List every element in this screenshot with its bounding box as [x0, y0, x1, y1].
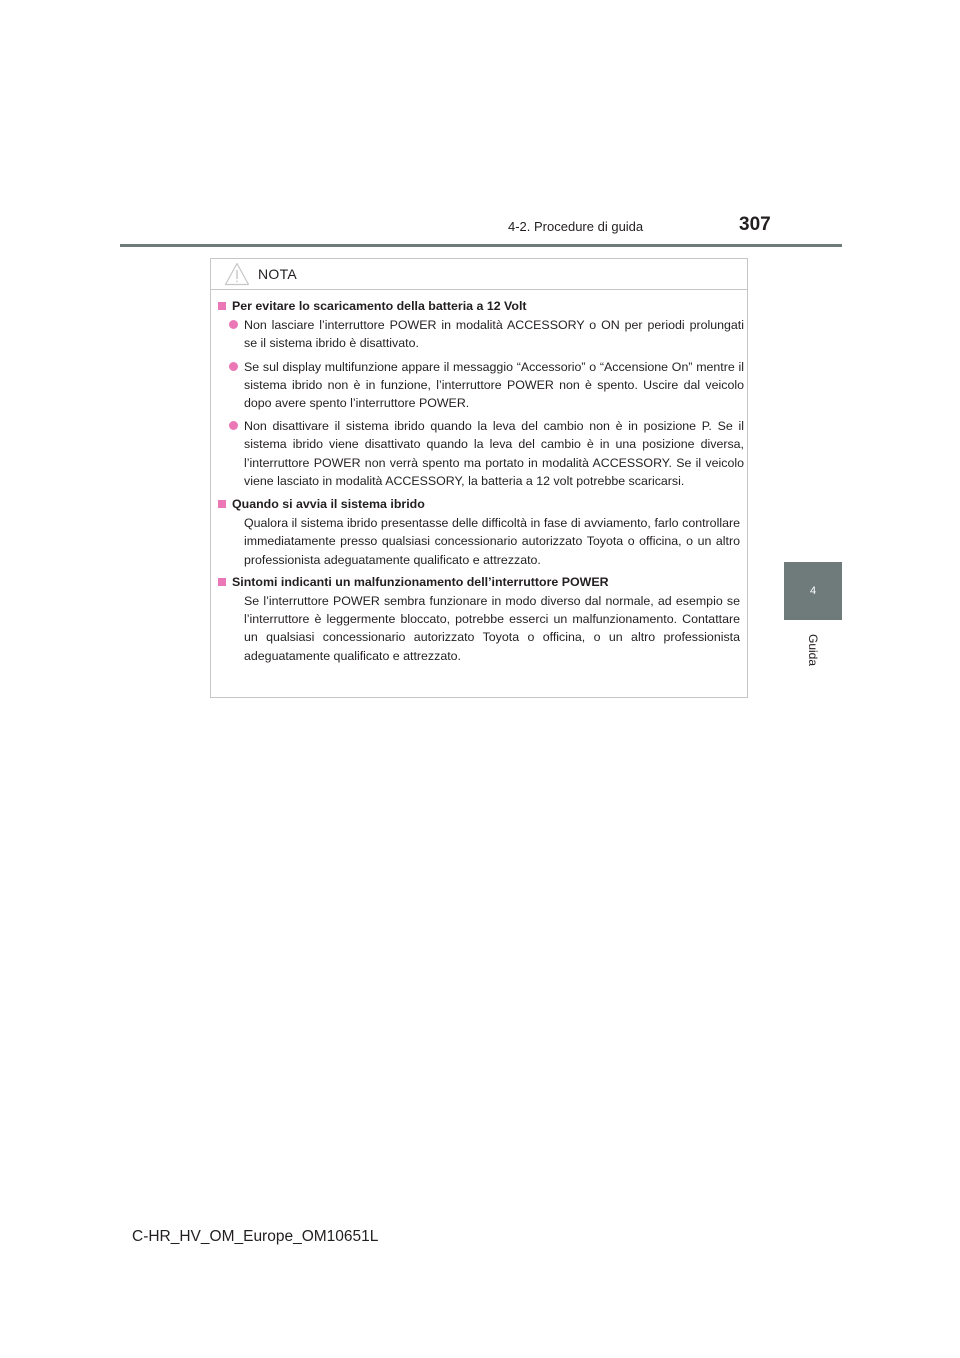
square-bullet-icon	[218, 578, 226, 586]
list-item-text: Se sul display multifunzione appare il messaggio “Accessorio” o “Accensione On” mentre il sistema ibrido non è in funzione, l’interruttore POWER non è spento. Uscire dal veicolo dopo avere spento l’interruttore POWER.	[244, 359, 744, 411]
warning-triangle-icon	[224, 262, 250, 286]
section-heading	[216, 297, 744, 315]
section-heading-text: Sintomi indicanti un malfunzionamento dell’interruttore POWER	[232, 574, 609, 589]
note-title: NOTA	[258, 266, 298, 282]
list-item-text: Non disattivare il sistema ibrido quando la leva del cambio non è in posizione P. Se il sistema ibrido viene disattivato quando la leva del cambio è in una posizione diversa, l’interruttore POWER non verrà spento ma portato in modalità ACCESSORY. Se il veicolo viene lasciato in modalità ACCESSORY, la batteria a 12 volt potrebbe scaricarsi.	[244, 419, 744, 488]
chapter-label-container	[784, 622, 842, 678]
list-item-text: Non lasciare l’interruttore POWER in modalità ACCESSORY o ON per periodi prolungati se il sistema ibrido è disattivato.	[244, 318, 744, 351]
note-body	[216, 297, 744, 669]
note-box	[210, 258, 748, 698]
note-section-startup	[216, 495, 744, 569]
section-heading-text: Per evitare lo scaricamento della batteria a 12 Volt	[232, 299, 527, 313]
list-item	[227, 417, 744, 490]
square-bullet-icon	[218, 302, 226, 310]
section-heading	[216, 573, 744, 591]
chapter-tab	[784, 562, 842, 620]
document-code: C-HR_HV_OM_Europe_OM10651L	[132, 1228, 379, 1245]
chapter-label: Guida	[806, 633, 820, 667]
section-title: 4-2. Procedure di guida	[508, 219, 644, 234]
page-number: 307	[739, 214, 771, 235]
chapter-number: 4	[809, 585, 817, 597]
section-paragraph: Qualora il sistema ibrido presentasse delle difficoltà in fase di avviamento, farlo controllare immediatamente presso qualsiasi concessionario autorizzato Toyota o officina, o un altro professionista adeguatamente qualificato e attrezzato.	[244, 516, 740, 567]
circle-bullet-icon	[229, 320, 238, 329]
section-paragraph: Se l’interruttore POWER sembra funzionare in modo diverso dal normale, ad esempio se l’interruttore è leggermente bloccato, potrebbe esserci un malfunzionamento. Contattare un qualsiasi concessionario autorizzato Toyota o officina, o un altro professionista adeguatamente qualificato e attrezzato.	[244, 594, 740, 663]
note-section-malfunction	[216, 573, 744, 665]
note-header	[211, 259, 747, 290]
list-item	[227, 316, 744, 352]
header-divider	[120, 244, 842, 247]
square-bullet-icon	[218, 500, 226, 508]
circle-bullet-icon	[229, 362, 238, 371]
section-heading	[216, 495, 744, 513]
list-item	[227, 358, 744, 413]
circle-bullet-icon	[229, 421, 238, 430]
note-section-battery	[216, 297, 744, 490]
section-heading-text: Quando si avvia il sistema ibrido	[232, 497, 425, 512]
